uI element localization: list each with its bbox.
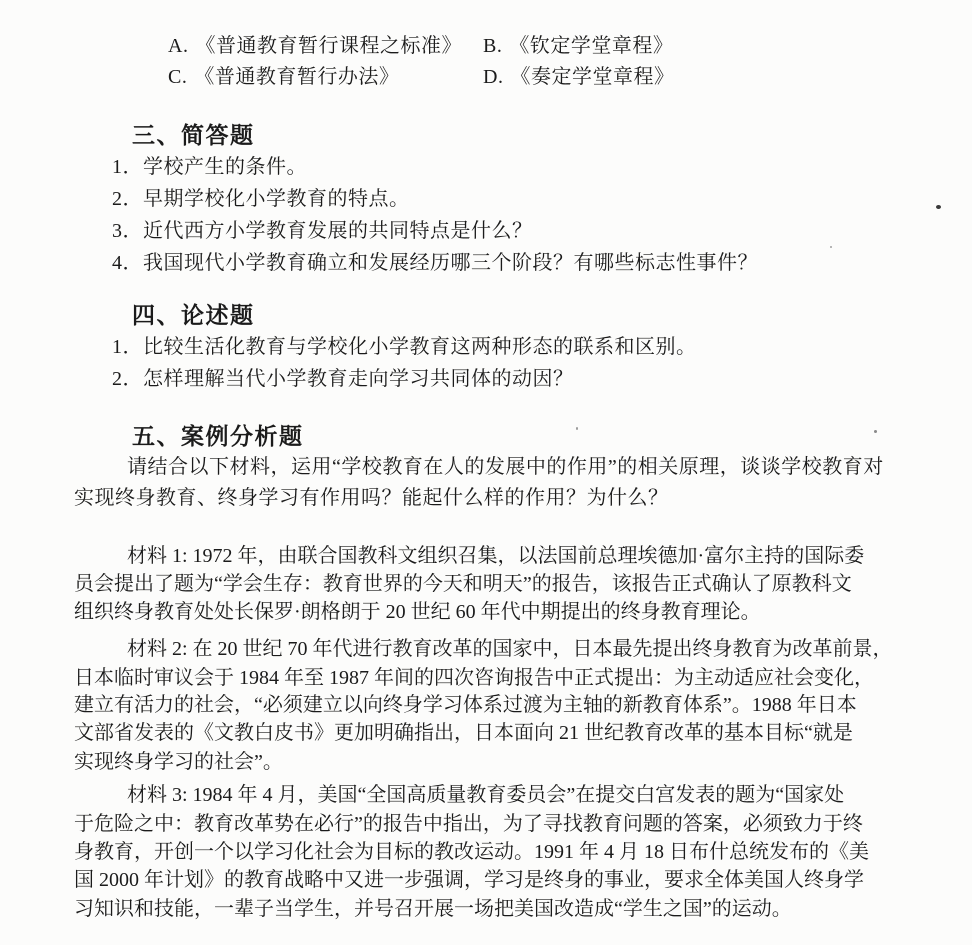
- section-case-analysis-heading: 五、案例分析题: [132, 423, 304, 449]
- section-essay-heading: 四、论述题: [132, 302, 255, 328]
- essay-item-2: 2．怎样理解当代小学教育走向学习共同体的动因？: [112, 368, 574, 390]
- option-a-text: 《普通教育暂行课程之标准》: [195, 35, 462, 57]
- option-a-label: A.: [168, 35, 189, 57]
- short-answer-item-1: 1．学校产生的条件。: [112, 156, 307, 178]
- option-b: [483, 34, 673, 58]
- material-2-line-1: 材料 2: 在 20 世纪 70 年代进行教育改革的国家中，日本最先提出终身教育为改革前景，: [127, 638, 893, 660]
- option-c-label: C.: [168, 66, 188, 88]
- material-2-line-2: 日本临时审议会于 1984 年至 1987 年间的四次咨询报告中正式提出：为主动适应社会变化，: [74, 667, 874, 689]
- material-2-line-4: 文部省发表的《文教白皮书》更加明确指出，日本面向 21 世纪教育改革的基本目标“就是: [74, 722, 853, 744]
- short-answer-item-4: 4．我国现代小学教育确立和发展经历哪三个阶段？有哪些标志性事件？: [112, 252, 758, 274]
- option-d-text: 《奏定学堂章程》: [510, 66, 675, 88]
- scan-speck: [576, 427, 578, 430]
- scan-speck: [874, 430, 877, 433]
- material-3-line-5: 习知识和技能，一辈子当学生，并号召开展一场把美国改造成“学生之国”的运动。: [74, 898, 792, 920]
- option-d-label: D.: [483, 66, 504, 88]
- material-1-line-1: 材料 1: 1972 年，由联合国教科文组织召集，以法国前总理埃德加·富尔主持的国际委: [127, 545, 865, 567]
- option-a: [168, 34, 462, 58]
- case-intro-line-1: 请结合以下材料，运用“学校教育在人的发展中的作用”的相关原理，谈谈学校教育对: [127, 456, 884, 478]
- material-3-line-4: 国 2000 年计划》的教育战略中又进一步强调，学习是终身的事业，要求全体美国人终身学: [74, 869, 864, 891]
- option-c-text: 《普通教育暂行办法》: [194, 66, 400, 88]
- material-3-line-2: 于危险之中：教育改革势在必行”的报告中指出，为了寻找教育问题的答案，必须致力于终: [74, 813, 863, 835]
- option-c: [168, 65, 399, 89]
- option-b-text: 《钦定学堂章程》: [509, 35, 674, 57]
- short-answer-item-3: 3．近代西方小学教育发展的共同特点是什么？: [112, 220, 533, 242]
- material-2-line-3: 建立有活力的社会，“必须建立以向终身学习体系过渡为主轴的新教育体系”。1988 年日本: [74, 694, 857, 716]
- material-2-line-5: 实现终身学习的社会”。: [74, 751, 283, 773]
- material-1-line-2: 员会提出了题为“学会生存：教育世界的今天和明天”的报告，该报告正式确认了原教科文: [74, 573, 852, 595]
- scan-speck: [830, 246, 832, 248]
- option-b-label: B.: [483, 35, 503, 57]
- material-3-line-3: 身教育，开创一个以学习化社会为目标的教改运动。1991 年 4 月 18 日布什总统发布的《美: [74, 841, 869, 863]
- short-answer-item-2: 2．早期学校化小学教育的特点。: [112, 188, 410, 210]
- essay-item-1: 1．比较生活化教育与学校化小学教育这两种形态的联系和区别。: [112, 336, 697, 358]
- section-short-answer-heading: 三、简答题: [132, 122, 255, 148]
- material-3-line-1: 材料 3: 1984 年 4 月，美国“全国高质量教育委员会”在提交白宫发表的题为“国家处: [127, 784, 845, 806]
- scan-speck: [936, 205, 941, 209]
- material-1-line-3: 组织终身教育处处长保罗·朗格朗于 20 世纪 60 年代中期提出的终身教育理论。: [74, 601, 761, 623]
- case-intro-line-2: 实现终身教育、终身学习有作用吗？能起什么样的作用？为什么？: [74, 487, 669, 509]
- option-d: [483, 65, 674, 89]
